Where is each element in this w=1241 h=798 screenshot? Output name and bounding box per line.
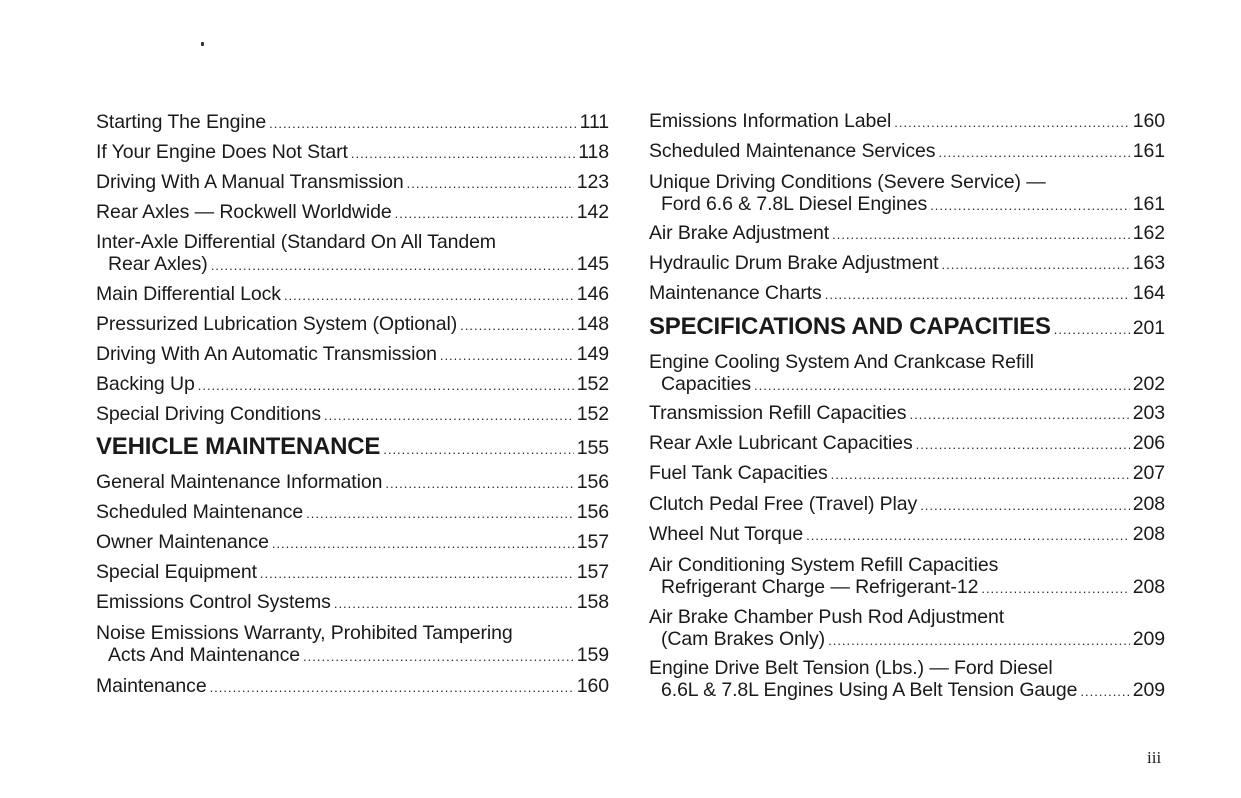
toc-entry-title: VEHICLE MAINTENANCE — [96, 433, 381, 460]
toc-page-number: 156 — [576, 501, 609, 523]
toc-entry[interactable] — [649, 523, 1165, 547]
dot-leader — [938, 142, 1129, 164]
dot-leader — [383, 439, 574, 461]
toc-entry-line — [649, 432, 1165, 456]
toc-entry-continuation — [649, 193, 1165, 217]
toc-entry-title: Noise Emissions Warranty, Prohibited Tampering — [96, 622, 513, 644]
toc-entry-title: Maintenance Charts — [649, 282, 822, 304]
toc-page-number: 206 — [1132, 432, 1165, 454]
toc-page-number: 164 — [1132, 282, 1165, 304]
toc-entry[interactable] — [649, 493, 1165, 517]
toc-entry[interactable] — [649, 351, 1165, 397]
toc-entry-line — [649, 252, 1165, 276]
toc-page-number: 160 — [1132, 110, 1165, 132]
toc-entry-line — [649, 171, 1165, 193]
toc-entry-continuation — [649, 373, 1165, 397]
toc-entry[interactable] — [96, 561, 609, 585]
toc-page-number: 162 — [1132, 222, 1165, 244]
toc-entry-line — [96, 531, 609, 555]
dot-leader — [1080, 681, 1129, 703]
toc-entry-title: Air Brake Adjustment — [649, 222, 830, 244]
toc-entry-title: Air Brake Chamber Push Rod Adjustment — [649, 606, 1005, 628]
toc-entry[interactable] — [649, 657, 1165, 703]
toc-entry-title: Scheduled Maintenance — [96, 501, 304, 523]
toc-entry-title: If Your Engine Does Not Start — [96, 141, 348, 163]
toc-entry-title: Ford 6.6 & 7.8L Diesel Engines — [661, 193, 928, 215]
dot-leader — [211, 255, 574, 277]
dot-leader — [260, 563, 574, 585]
toc-page-number: 160 — [576, 675, 609, 697]
toc-section-heading[interactable] — [96, 433, 609, 461]
toc-entry-line — [96, 561, 609, 585]
toc-entry[interactable] — [649, 462, 1165, 486]
toc-page-number: 208 — [1132, 523, 1165, 545]
dot-leader — [407, 173, 574, 195]
toc-entry-title: Engine Drive Belt Tension (Lbs.) — Ford Diesel — [649, 657, 1053, 679]
dot-leader — [981, 578, 1129, 600]
toc-entry-line — [649, 554, 1165, 576]
toc-page-number: 145 — [576, 253, 609, 275]
toc-entry[interactable] — [649, 140, 1165, 164]
toc-page-number: 118 — [578, 141, 609, 163]
toc-entry-title: Rear Axles) — [108, 253, 208, 275]
toc-entry[interactable] — [649, 171, 1165, 217]
dot-leader — [460, 315, 574, 337]
dot-leader — [306, 503, 574, 525]
toc-entry-line — [649, 606, 1165, 628]
toc-page-number: 149 — [576, 343, 609, 365]
toc-entry-title: Starting The Engine — [96, 111, 267, 133]
toc-page-number: 208 — [1132, 493, 1165, 515]
toc-entry-title: (Cam Brakes Only) — [661, 628, 826, 650]
toc-entry[interactable] — [649, 252, 1165, 276]
dot-leader — [942, 254, 1130, 276]
toc-entry-title: 6.6L & 7.8L Engines Using A Belt Tension Gauge — [661, 679, 1078, 701]
toc-entry[interactable] — [96, 531, 609, 555]
toc-page-number: 155 — [576, 437, 609, 459]
toc-entry-title: Driving With An Automatic Transmission — [96, 343, 437, 365]
dot-leader — [198, 375, 574, 397]
toc-entry-line — [649, 462, 1165, 486]
toc-entry-line — [96, 675, 609, 699]
toc-entry-title: Hydraulic Drum Brake Adjustment — [649, 252, 939, 274]
toc-entry-title: SPECIFICATIONS AND CAPACITIES — [649, 313, 1051, 340]
toc-entry[interactable] — [649, 110, 1165, 134]
toc-page-number: 159 — [576, 644, 609, 666]
toc-entry[interactable] — [649, 282, 1165, 306]
toc-entry[interactable] — [649, 222, 1165, 246]
toc-entry[interactable] — [96, 373, 609, 397]
toc-page-number: 201 — [1132, 317, 1165, 339]
toc-entry[interactable] — [96, 403, 609, 427]
toc-entry-title: Wheel Nut Torque — [649, 523, 804, 545]
dot-leader — [440, 345, 574, 367]
toc-page-number: 142 — [576, 201, 609, 223]
dot-leader — [269, 113, 577, 135]
toc-entry[interactable] — [96, 343, 609, 367]
toc-entry-line — [96, 111, 609, 135]
toc-entry[interactable] — [96, 501, 609, 525]
toc-page-number: 111 — [579, 111, 609, 133]
toc-entry-line — [96, 141, 609, 165]
dot-leader — [894, 112, 1130, 134]
toc-entry-line — [96, 373, 609, 397]
toc-page-number: 203 — [1132, 402, 1165, 424]
toc-entry-title: Emissions Control Systems — [96, 591, 331, 613]
toc-entry-title: General Maintenance Information — [96, 471, 383, 493]
toc-entry-line — [649, 523, 1165, 547]
toc-entry-title: Rear Axles — Rockwell Worldwide — [96, 201, 392, 223]
toc-entry-line — [96, 313, 609, 337]
toc-page-number: 209 — [1132, 679, 1165, 701]
toc-entry-line — [96, 622, 609, 644]
toc-entry-title: Rear Axle Lubricant Capacities — [649, 432, 913, 454]
toc-entry-title: Fuel Tank Capacities — [649, 462, 828, 484]
toc-entry-title: Engine Cooling System And Crankcase Refill — [649, 351, 1034, 373]
toc-entry[interactable] — [649, 554, 1165, 600]
toc-entry-title: Unique Driving Conditions (Severe Service) — — [649, 171, 1046, 193]
toc-entry[interactable] — [96, 111, 609, 135]
scan-speck — [201, 42, 204, 46]
toc-entry-title: Clutch Pedal Free (Travel) Play — [649, 493, 918, 515]
toc-entry[interactable] — [96, 141, 609, 165]
toc-page-number: 123 — [576, 171, 609, 193]
dot-leader — [303, 646, 574, 668]
toc-entry-line — [96, 283, 609, 307]
toc-entry-line — [649, 222, 1165, 246]
toc-entry-continuation — [649, 679, 1165, 703]
toc-entry-title: Refrigerant Charge — Refrigerant-12 — [661, 576, 979, 598]
toc-page-number: 161 — [1132, 193, 1165, 215]
dot-leader — [920, 495, 1130, 517]
dot-leader — [825, 284, 1130, 306]
toc-entry-line — [649, 140, 1165, 164]
dot-leader — [385, 473, 573, 495]
toc-entry-line — [96, 343, 609, 367]
toc-entry-title: Emissions Information Label — [649, 110, 892, 132]
toc-entry[interactable] — [649, 432, 1165, 456]
toc-page-number: 158 — [576, 591, 609, 613]
toc-entry-title: Backing Up — [96, 373, 195, 395]
toc-page-number: 152 — [576, 403, 609, 425]
dot-leader — [351, 143, 575, 165]
toc-entry-line — [649, 110, 1165, 134]
toc-entry-line — [649, 402, 1165, 426]
toc-entry-continuation — [96, 253, 609, 277]
toc-entry[interactable] — [96, 622, 609, 668]
toc-entry[interactable] — [96, 313, 609, 337]
toc-page-number: 157 — [576, 531, 609, 553]
toc-entry[interactable] — [96, 283, 609, 307]
dot-leader — [832, 224, 1130, 246]
toc-entry[interactable] — [649, 402, 1165, 426]
toc-page-number: 146 — [576, 283, 609, 305]
dot-leader — [272, 533, 574, 555]
toc-entry-line — [96, 433, 609, 461]
toc-entry-line — [649, 313, 1165, 341]
toc-entry-line — [649, 282, 1165, 306]
toc-entry-title: Capacities — [661, 373, 752, 395]
toc-entry-line — [649, 351, 1165, 373]
toc-entry-line — [96, 471, 609, 495]
toc-entry[interactable] — [96, 591, 609, 615]
toc-entry-title: Owner Maintenance — [96, 531, 269, 553]
dot-leader — [395, 203, 574, 225]
toc-page-number: 209 — [1132, 628, 1165, 650]
toc-page-number: 163 — [1132, 252, 1165, 274]
toc-entry[interactable] — [649, 606, 1165, 652]
toc-entry-title: Driving With A Manual Transmission — [96, 171, 404, 193]
toc-entry-line — [649, 493, 1165, 517]
toc-entry[interactable] — [96, 675, 609, 699]
dot-leader — [831, 464, 1130, 486]
dot-leader — [754, 375, 1130, 397]
toc-entry-title: Special Equipment — [96, 561, 257, 583]
dot-leader — [1054, 319, 1130, 341]
toc-entry-line — [96, 501, 609, 525]
dot-leader — [324, 405, 574, 427]
toc-section-heading[interactable] — [649, 313, 1165, 341]
dot-leader — [916, 434, 1130, 456]
toc-entry-title: Main Differential Lock — [96, 283, 281, 305]
toc-entry-title: Maintenance — [96, 675, 207, 697]
toc-entry[interactable] — [96, 171, 609, 195]
toc-entry-title: Pressurized Lubrication System (Optional) — [96, 313, 458, 335]
toc-entry-title: Scheduled Maintenance Services — [649, 140, 936, 162]
toc-page-number: 202 — [1132, 373, 1165, 395]
toc-page-number: 148 — [576, 313, 609, 335]
toc-entry-line — [96, 591, 609, 615]
dot-leader — [806, 525, 1130, 547]
toc-entry-continuation — [649, 576, 1165, 600]
toc-entry-line — [96, 201, 609, 225]
toc-entry[interactable] — [96, 471, 609, 495]
toc-page-number: 152 — [576, 373, 609, 395]
toc-page-number: 157 — [576, 561, 609, 583]
toc-entry[interactable] — [96, 201, 609, 225]
toc-entry-line — [649, 657, 1165, 679]
toc-entry-title: Air Conditioning System Refill Capacities — [649, 554, 999, 576]
toc-entry-line — [96, 231, 609, 253]
toc-page-number: 208 — [1132, 576, 1165, 598]
toc-entry-line — [96, 403, 609, 427]
toc-page-number: 156 — [576, 471, 609, 493]
toc-entry-title: Inter-Axle Differential (Standard On All Tandem — [96, 231, 496, 253]
toc-entry-line — [96, 171, 609, 195]
dot-leader — [210, 677, 574, 699]
toc-entry-title: Acts And Maintenance — [108, 644, 301, 666]
dot-leader — [334, 593, 574, 615]
toc-entry-title: Transmission Refill Capacities — [649, 402, 907, 424]
toc-entry-continuation — [649, 628, 1165, 652]
toc-entry[interactable] — [96, 231, 609, 277]
toc-page-number: 207 — [1132, 462, 1165, 484]
dot-leader — [909, 404, 1129, 426]
toc-entry-continuation — [96, 644, 609, 668]
page-folio: iii — [1147, 748, 1162, 767]
dot-leader — [930, 195, 1130, 217]
dot-leader — [828, 630, 1130, 652]
toc-entry-title: Special Driving Conditions — [96, 403, 322, 425]
toc-page-number: 161 — [1132, 140, 1165, 162]
dot-leader — [284, 285, 574, 307]
